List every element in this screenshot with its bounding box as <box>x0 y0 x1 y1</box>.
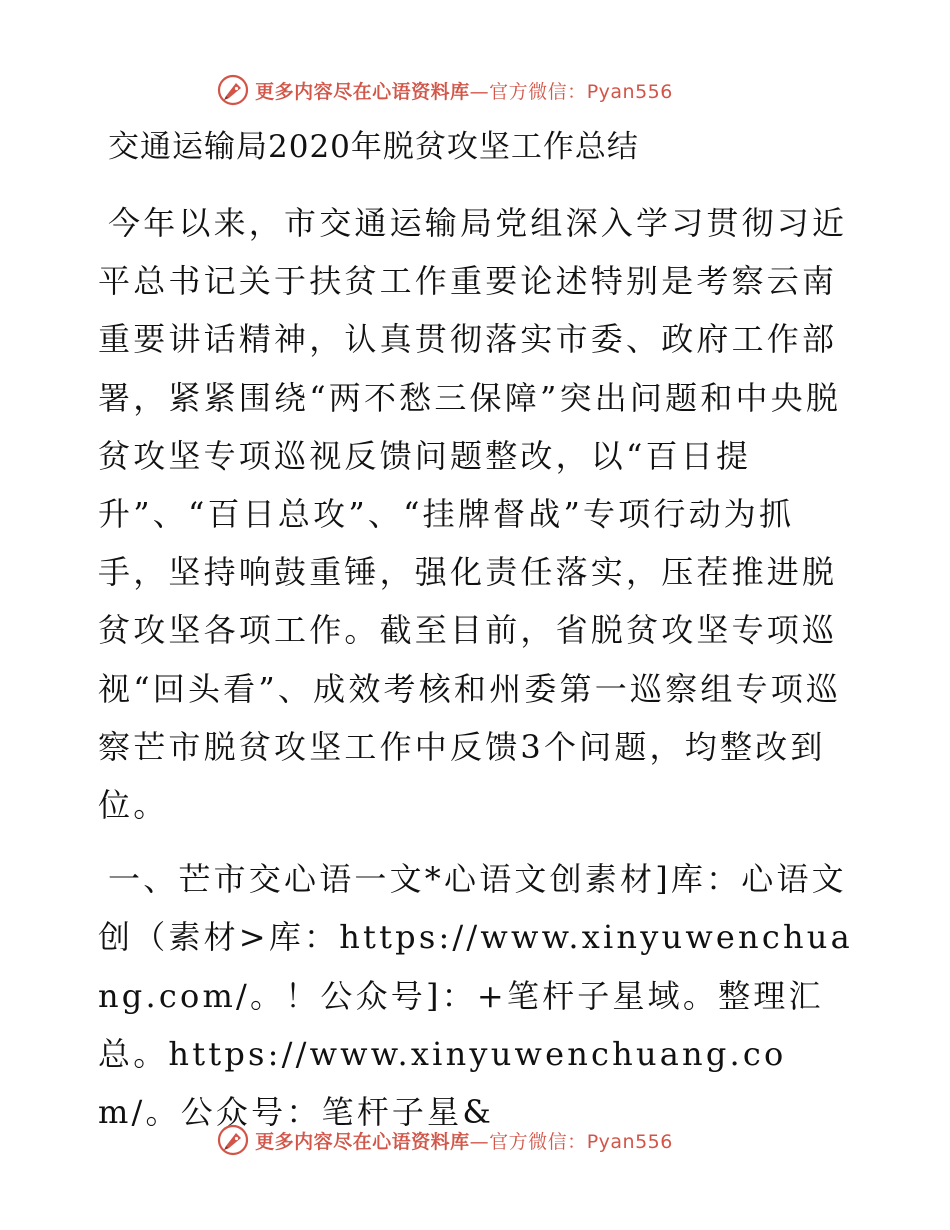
watermark-separator: — <box>469 1130 490 1153</box>
watermark-separator: — <box>469 80 490 103</box>
document-title: 交通运输局2020年脱贫攻坚工作总结 <box>108 129 639 165</box>
watermark-slogan: 更多内容尽在心语资料库 <box>255 80 470 103</box>
watermark-wechat-label: 官方微信： <box>489 1130 587 1153</box>
watermark-text <box>255 1127 673 1154</box>
footer-watermark <box>0 1120 950 1160</box>
watermark-wechat-id: Pyan556 <box>586 1130 673 1153</box>
paragraph-section-1: 一、芒市交心语一文*心语文创素材]库：心语文创（素材>库：https://www.xinyuwenchuang.com/。！公众号]：+笔杆子星域。整理汇总。https://www.xinyuwenchuang.com/。公众号：笔杆子星& <box>98 860 853 1132</box>
header-watermark <box>0 70 950 110</box>
pen-nib-logo-icon <box>217 1124 249 1156</box>
watermark-wechat-id: Pyan556 <box>586 80 673 103</box>
watermark-text <box>255 77 673 104</box>
document-body <box>98 122 858 1141</box>
watermark-wechat-label: 官方微信： <box>489 80 587 103</box>
paragraph-intro: 今年以来，市交通运输局党组深入学习贯彻习近平总书记关于扶贫工作重要论述特别是考察云南重要讲话精神，认真贯彻落实市委、政府工作部署，紧紧围绕“两不愁三保障”突出问题和中央脱贫攻坚专项巡视反馈问题整改，以“百日提升”、“百日总攻”、“挂牌督战”专项行动为抓手，坚持响鼓重锤，强化责任落实，压茬推进脱贫攻坚各项工作。截至目前，省脱贫攻坚专项巡视“回头看”、成效考核和州委第一巡察组专项巡察芒市脱贫攻坚工作中反馈3个问题，均整改到位。 <box>98 204 848 825</box>
pen-nib-logo-icon <box>217 74 249 106</box>
watermark-slogan: 更多内容尽在心语资料库 <box>255 1130 470 1153</box>
